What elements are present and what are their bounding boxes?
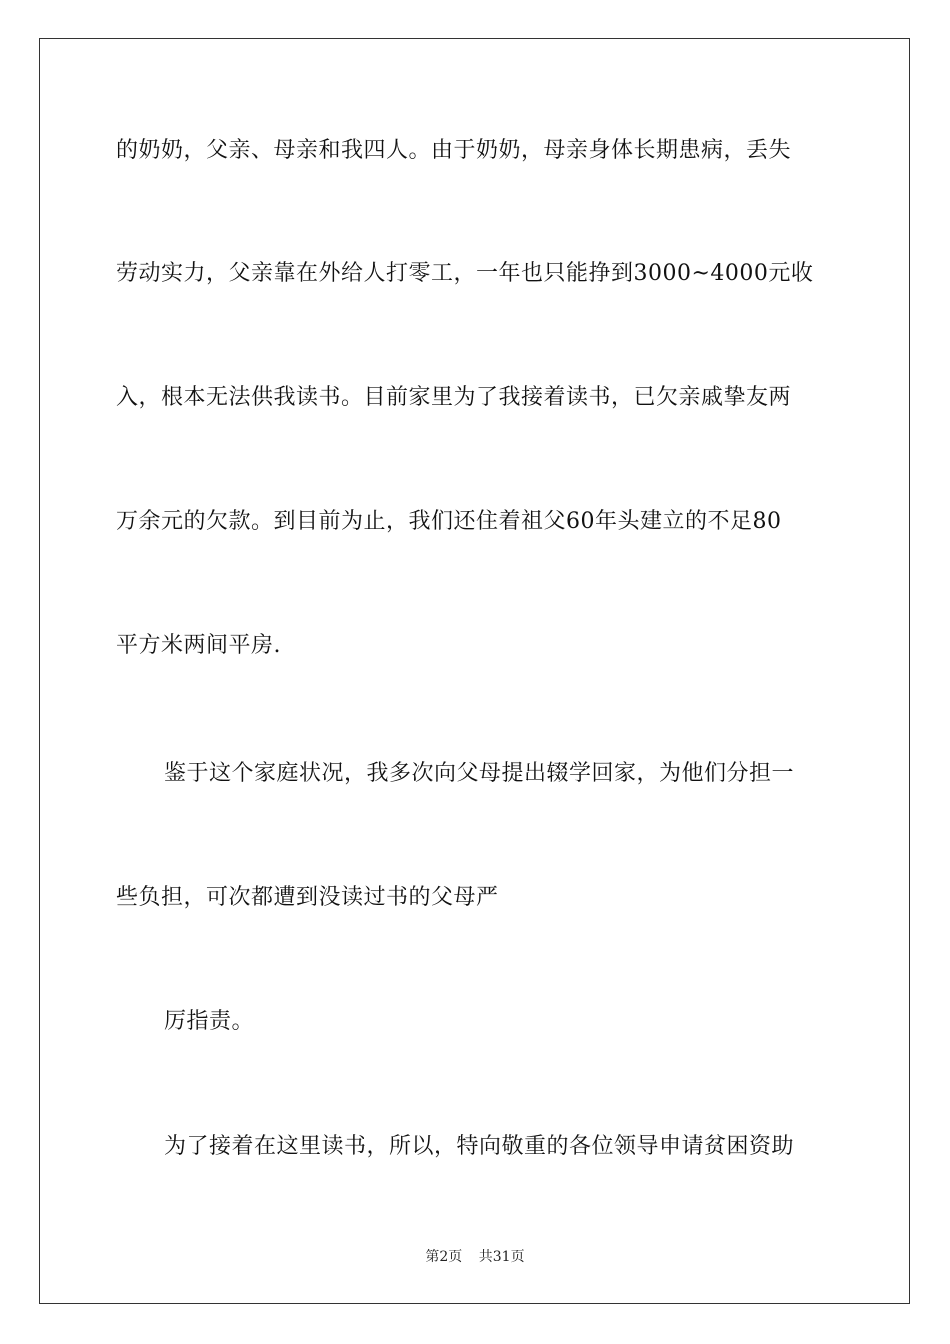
- page-border: [39, 38, 910, 1304]
- page-total: 共31页: [478, 1249, 525, 1265]
- body-text-line: 厉指责。: [164, 1009, 255, 1034]
- body-text-line: 的奶奶，父亲、母亲和我四人。由于奶奶，母亲身体长期患病，丢失: [116, 138, 792, 163]
- body-text-line: 劳动实力，父亲靠在外给人打零工，一年也只能挣到3000~4000元收: [116, 261, 814, 286]
- page-footer: [0, 1247, 950, 1267]
- page-number: 第2页: [425, 1249, 463, 1265]
- body-text-line: 平方米两间平房.: [116, 633, 281, 658]
- body-text-line: 些负担，可次都遭到没读过书的父母严: [116, 885, 499, 910]
- body-text-line: 万余元的欠款。到目前为止，我们还住着祖父60年头建立的不足80: [116, 509, 782, 534]
- body-text-line: 鉴于这个家庭状况，我多次向父母提出辍学回家，为他们分担一: [164, 761, 795, 786]
- body-text-line: 为了接着在这里读书，所以，特向敬重的各位领导申请贫困资助: [164, 1134, 795, 1159]
- body-text-line: 入，根本无法供我读书。目前家里为了我接着读书，已欠亲戚挚友两: [116, 385, 792, 410]
